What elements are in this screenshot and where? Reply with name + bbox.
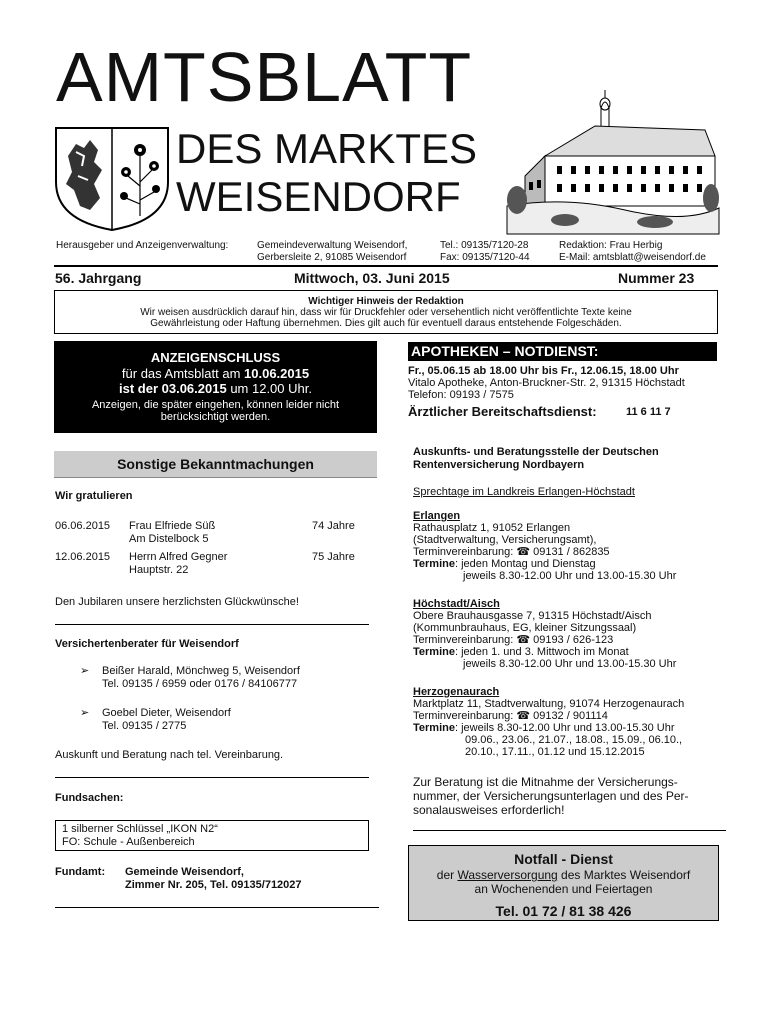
ad-deadline-cutoff: ist der 03.06.2015 xyxy=(119,381,227,396)
other-header-label: Sonstige Bekanntmachungen xyxy=(117,456,314,472)
emergency-phone: Tel. 01 72 / 81 38 426 xyxy=(495,903,632,919)
congrats-title: Wir gratulieren xyxy=(55,490,133,502)
pharmacy-header xyxy=(408,342,717,361)
divider xyxy=(55,907,379,908)
emergency-line-1-pre: der xyxy=(436,868,458,882)
pension-advice-line-3: sonalausweises erforderlich! xyxy=(413,803,565,817)
birthday-address-1: Am Distelbock 5 xyxy=(129,533,209,545)
masthead-rule xyxy=(54,265,718,267)
birthday-date-1: 06.06.2015 xyxy=(55,520,111,532)
herzogenaurach-termine-label: Termine xyxy=(413,722,455,734)
erlangen-termine-label: Termine xyxy=(413,558,455,570)
birthday-age-2: 75 Jahre xyxy=(312,551,355,563)
found-item-box xyxy=(55,820,369,851)
location-erlangen: Erlangen xyxy=(413,510,461,522)
issue-number: Nummer 23 xyxy=(618,270,695,286)
editor-name: Redaktion: Frau Herbig xyxy=(559,240,663,251)
pension-title-1: Auskunfts- und Beratungsstelle der Deutschen xyxy=(413,446,659,458)
section-header-other xyxy=(54,451,377,478)
publisher-label: Herausgeber und Anzeigenverwaltung: xyxy=(56,240,229,251)
ad-deadline-line-2 xyxy=(54,381,377,396)
ad-deadline-box xyxy=(54,341,377,433)
advisor-1-line-1: Beißer Harald, Mönchweg 5, Weisendorf xyxy=(102,665,300,677)
pharmacy-when: Fr., 05.06.15 ab 18.00 Uhr bis Fr., 12.06.15, 18.00 Uhr xyxy=(408,365,679,377)
ad-deadline-note-2: berücksichtigt werden. xyxy=(160,411,271,423)
masthead-title: AMTSBLATT xyxy=(56,38,473,116)
pension-advice xyxy=(413,775,689,817)
emergency-line-2: an Wochenenden und Feiertagen xyxy=(474,882,653,896)
location-hoechstadt: Höchstadt/Aisch xyxy=(413,598,500,610)
birthday-address-2: Hauptstr. 22 xyxy=(129,564,189,576)
birthday-name-2: Herrn Alfred Gegner xyxy=(129,551,228,563)
issue-date: Mittwoch, 03. Juni 2015 xyxy=(294,270,450,286)
erlangen-line-3: Terminvereinbarung: ☎ 09131 / 862835 xyxy=(413,546,610,558)
divider xyxy=(413,830,726,831)
emergency-line-1 xyxy=(409,868,718,882)
coat-of-arms-icon xyxy=(54,126,170,232)
pension-advice-line-1: Zur Beratung ist die Mitnahme der Versicherungs- xyxy=(413,775,678,789)
publisher-address: Gerbersleite 2, 91085 Weisendorf xyxy=(257,252,407,263)
ad-deadline-line-1-text: für das Amtsblatt am xyxy=(121,366,245,381)
doctor-label: Ärztlicher Bereitschaftsdienst: xyxy=(408,404,597,419)
editor-email[interactable]: E-Mail: amtsblatt@weisendorf.de xyxy=(559,252,706,263)
pension-subtitle: Sprechtage im Landkreis Erlangen-Höchstadt xyxy=(413,486,635,498)
herzogenaurach-line-1: Marktplatz 11, Stadtverwaltung, 91074 Herzogenaurach xyxy=(413,698,685,710)
herzogenaurach-line-2: Terminvereinbarung: ☎ 09132 / 901114 xyxy=(413,710,608,722)
birthday-age-1: 74 Jahre xyxy=(312,520,355,532)
office-line-1: Gemeinde Weisendorf, xyxy=(125,866,244,878)
notice-line-2: Gewährleistung oder Haftung übernehmen. Dies gilt auch für eventuell daraus entstehende Folgeschäden. xyxy=(150,318,622,329)
emergency-line-1-post: des Marktes Weisendorf xyxy=(557,868,691,882)
ad-deadline-line-1 xyxy=(54,366,377,381)
hoechstadt-termine-label: Termine xyxy=(413,646,455,658)
hoechstadt-termine: : jeden 1. und 3. Mittwoch im Monat xyxy=(454,646,629,658)
found-item-1: 1 silberner Schlüssel „IKON N2“ xyxy=(62,823,218,835)
ad-deadline-time: um 12.00 Uhr. xyxy=(226,381,312,396)
birthday-date-2: 12.06.2015 xyxy=(55,551,111,563)
pharmacy-phone: Telefon: 09193 / 7575 xyxy=(408,389,514,401)
advisor-2-line-1: Goebel Dieter, Weisendorf xyxy=(102,707,231,719)
ad-deadline-title: ANZEIGENSCHLUSS xyxy=(150,350,281,365)
masthead-subtitle-1: DES MARKTES xyxy=(176,125,478,172)
advisor-note: Auskunft und Beratung nach tel. Vereinbarung. xyxy=(55,749,284,761)
editorial-notice xyxy=(54,290,718,334)
herzogenaurach-line-4: 09.06., 23.06., 21.07., 18.08., 15.09., 06.10., xyxy=(465,734,683,746)
notice-title: Wichtiger Hinweis der Redaktion xyxy=(308,296,464,307)
pharmacy-header-label: APOTHEKEN – NOTDIENST: xyxy=(411,343,599,359)
hoechstadt-line-2: (Kommunbrauhaus, EG, kleiner Sitzungssaal) xyxy=(413,622,637,634)
divider xyxy=(55,777,369,778)
office-label: Fundamt: xyxy=(55,866,106,878)
castle-illustration-icon xyxy=(505,86,720,236)
location-herzogenaurach: Herzogenaurach xyxy=(413,686,500,698)
hoechstadt-line-1: Obere Brauhausgasse 7, 91315 Höchstadt/Aisch xyxy=(413,610,652,622)
pension-title-2: Rentenversicherung Nordbayern xyxy=(413,459,585,471)
advisor-2-line-2: Tel. 09135 / 2775 xyxy=(102,720,187,732)
emergency-box xyxy=(408,845,719,921)
congrats-text: Den Jubilaren unsere herzlichsten Glückwünsche! xyxy=(55,596,299,608)
hoechstadt-line-3: Terminvereinbarung: ☎ 09193 / 626-123 xyxy=(413,634,614,646)
office-line-2: Zimmer Nr. 205, Tel. 09135/712027 xyxy=(125,879,302,891)
publisher-tel: Tel.: 09135/7120-28 xyxy=(440,240,529,251)
emergency-water-link: Wasserversorgung xyxy=(457,868,558,882)
ad-deadline-date: 10.06.2015 xyxy=(244,366,310,381)
erlangen-line-1: Rathausplatz 1, 91052 Erlangen xyxy=(413,522,571,534)
birthday-name-1: Frau Elfriede Süß xyxy=(129,520,216,532)
advisor-title: Versichertenberater für Weisendorf xyxy=(55,638,239,650)
advisor-1-line-2: Tel. 09135 / 6959 oder 0176 / 84106777 xyxy=(102,678,298,690)
erlangen-termine: : jeden Montag und Dienstag xyxy=(454,558,596,570)
ad-deadline-note-1: Anzeigen, die später eingehen, können leider nicht xyxy=(91,399,340,411)
arrow-bullet-icon: ➢ xyxy=(80,707,90,719)
publisher-fax: Fax: 09135/7120-44 xyxy=(440,252,530,263)
herzogenaurach-line-5: 20.10., 17.11., 01.12 und 15.12.2015 xyxy=(465,746,645,758)
pharmacy-address: Vitalo Apotheke, Anton-Bruckner-Str. 2, 91315 Höchstadt xyxy=(408,377,685,389)
emergency-title: Notfall - Dienst xyxy=(514,851,613,867)
pension-advice-line-2: nummer, der Versicherungsunterlagen und des Per- xyxy=(413,789,689,803)
found-item-2: FO: Schule - Außenbereich xyxy=(62,836,195,848)
erlangen-line-2: (Stadtverwaltung, Versicherungsamt), xyxy=(413,534,597,546)
found-title: Fundsachen: xyxy=(55,792,124,804)
divider xyxy=(55,624,369,625)
hoechstadt-line-5: jeweils 8.30-12.00 Uhr und 13.00-15.30 Uhr xyxy=(463,658,677,670)
volume: 56. Jahrgang xyxy=(55,270,142,286)
erlangen-line-5: jeweils 8.30-12.00 Uhr und 13.00-15.30 Uhr xyxy=(463,570,677,582)
publisher-name: Gemeindeverwaltung Weisendorf, xyxy=(257,240,408,251)
herzogenaurach-termine: : jeweils 8.30-12.00 Uhr und 13.00-15.30 Uhr xyxy=(454,722,675,734)
arrow-bullet-icon: ➢ xyxy=(80,665,90,677)
masthead-subtitle-2: WEISENDORF xyxy=(176,173,461,220)
doctor-number: 11 6 11 7 xyxy=(626,406,671,418)
notice-line-1: Wir weisen ausdrücklich darauf hin, dass wir für Druckfehler oder versehentlich nicht veröffentlichte Texte keine xyxy=(140,307,632,318)
